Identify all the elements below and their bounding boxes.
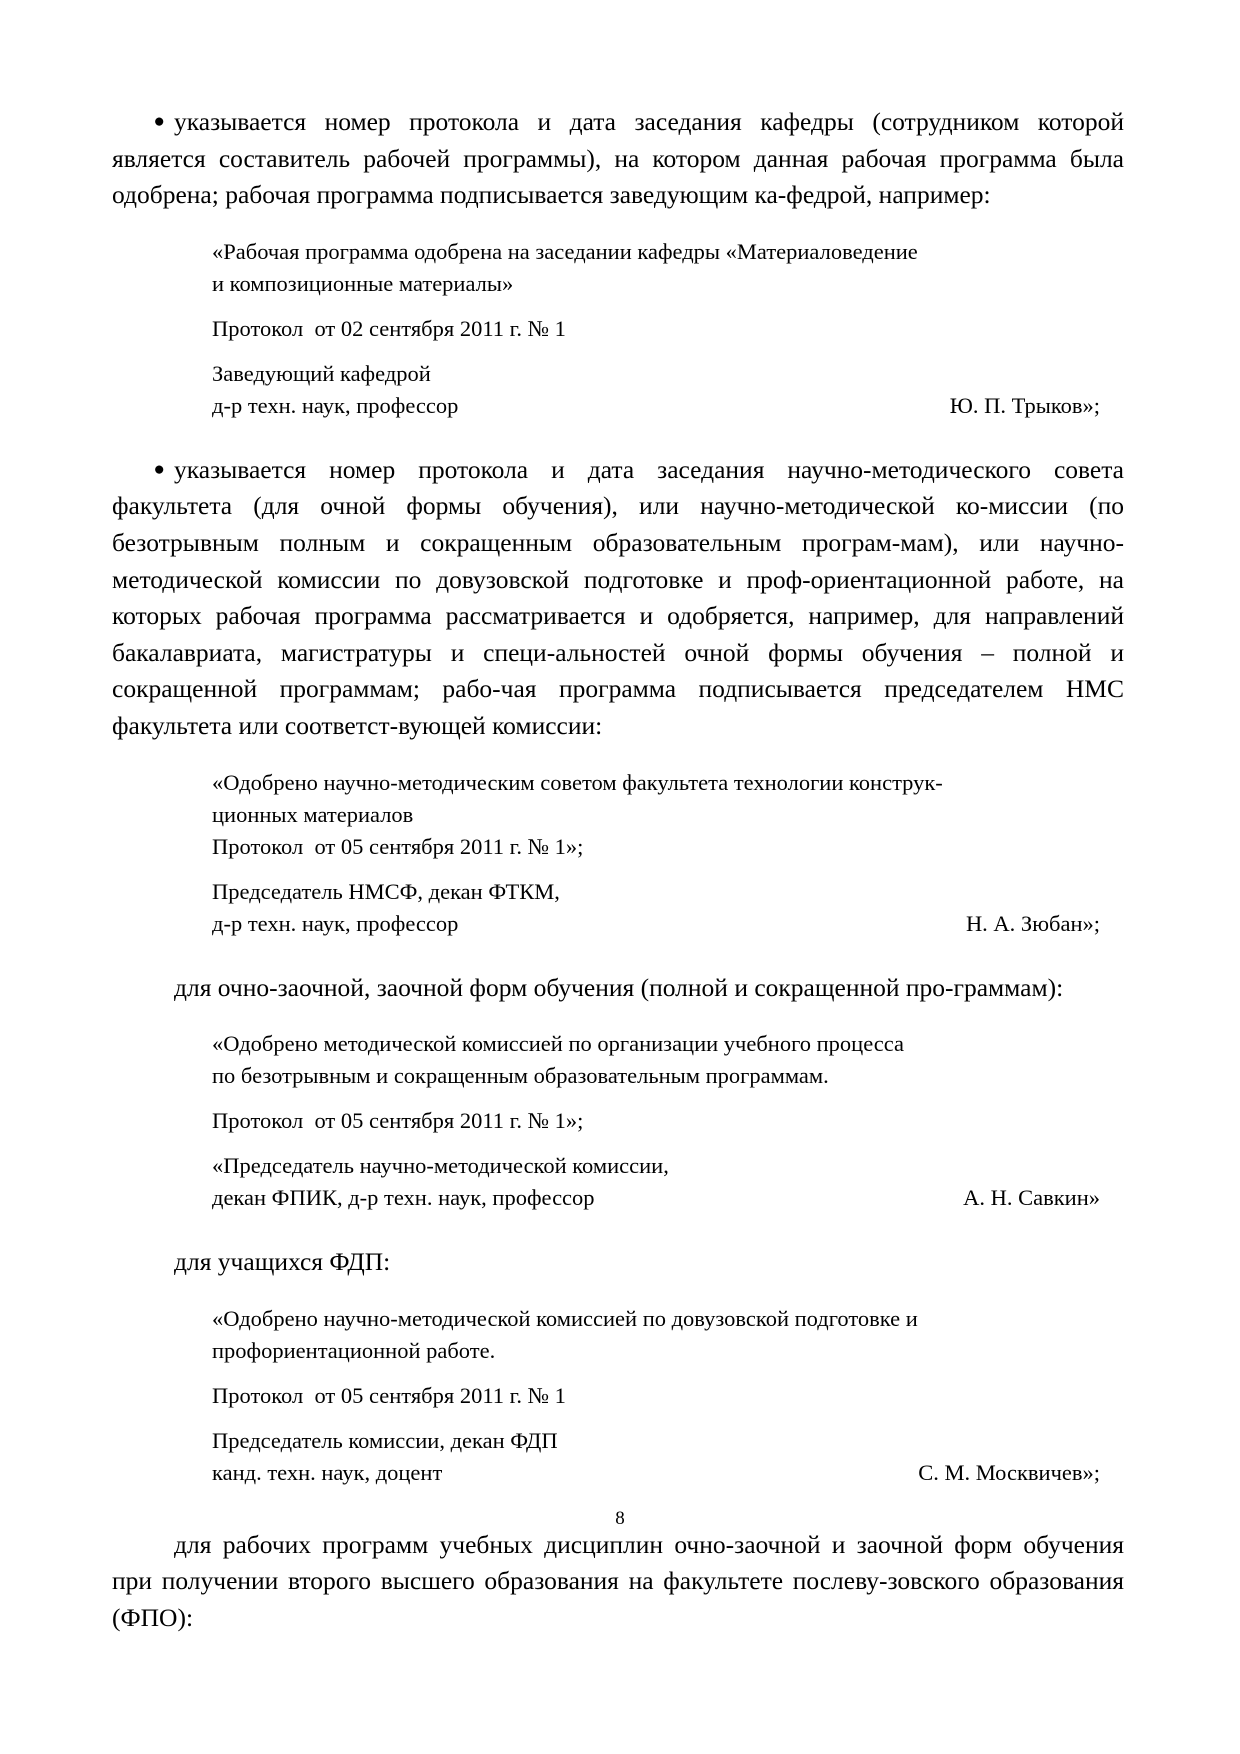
spacer [112, 1281, 1124, 1303]
quote-3-signature-line [212, 1182, 1124, 1214]
quote-1-line-4: Заведующий кафедрой [212, 360, 431, 386]
quote-1-line-1: «Рабочая программа одобрена на заседании кафедры «Материаловедение [212, 238, 918, 264]
quote-block-3 [112, 1028, 1124, 1214]
spacer [112, 940, 1124, 970]
bullet-marker-icon: ● [153, 111, 165, 132]
spacer [212, 1137, 1124, 1150]
quote-3-line-3: Протокол от 05 сентября 2011 г. № 1»; [212, 1108, 584, 1134]
spacer [212, 1412, 1124, 1425]
quote-4-signature-name: С. М. Москвичев»; [918, 1459, 1100, 1485]
spacer [212, 863, 1124, 876]
page-number: 8 [615, 1508, 625, 1529]
paragraph-3: для очно-заочной, заочной форм обучения (полной и сокращенной про-граммам): [174, 972, 1064, 1002]
quote-3-line-4: «Председатель научно-методической комиссии, [212, 1153, 669, 1179]
spacer [212, 300, 1124, 313]
spacer [112, 214, 1124, 236]
quote-4-signature-line [212, 1457, 1124, 1489]
quote-1-line-2: и композиционные материалы» [212, 270, 514, 296]
quote-3-signature-name: А. Н. Савкин» [963, 1185, 1100, 1211]
quote-4-line-4: Председатель комиссии, декан ФДП [212, 1427, 558, 1453]
quote-2-line-3: Протокол от 05 сентября 2011 г. № 1»; [212, 833, 584, 859]
quote-1-line-3: Протокол от 02 сентября 2011 г. № 1 [212, 315, 566, 341]
quote-1-signature-line [212, 390, 1124, 422]
quote-1-signature-name: Ю. П. Трыков»; [949, 392, 1100, 418]
quote-2-signature-name: Н. А. Зюбан»; [965, 910, 1100, 936]
quote-block-2 [112, 767, 1124, 940]
quote-3-signature-title: декан ФПИК, д-р техн. наук, профессор [212, 1185, 595, 1211]
spacer [212, 345, 1124, 358]
quote-block-1 [112, 236, 1124, 422]
spacer [212, 1367, 1124, 1380]
quote-4-line-3: Протокол от 05 сентября 2011 г. № 1 [212, 1382, 566, 1408]
quote-1-signature-title: д-р техн. наук, профессор [212, 392, 459, 418]
paragraph-5: для рабочих программ учебных дисциплин очно-заочной и заочной форм обучения при получении второго высшего образования на факультете послеву-зовского образования (ФПО): [112, 1529, 1124, 1632]
quote-2-signature-line [212, 908, 1124, 940]
quote-2-line-4: Председатель НМСФ, декан ФТКМ, [212, 878, 560, 904]
spacer [212, 1092, 1124, 1105]
paragraph-4: для учащихся ФДП: [174, 1247, 391, 1277]
bullet-paragraph-2 [112, 452, 1124, 745]
document-content [112, 104, 1124, 1637]
quote-4-line-2: профориентационной работе. [212, 1337, 496, 1363]
quote-2-signature-title: д-р техн. наук, профессор [212, 910, 459, 936]
bullet-paragraph-1-text: указывается номер протокола и дата заседания кафедры (сотрудником которой является составитель рабочей программы), на котором данная рабочая программа была одобрена; рабочая программа подписывается заведующим ка-федрой, например: [112, 107, 1124, 210]
quote-block-4 [112, 1303, 1124, 1489]
bullet-paragraph-1 [112, 104, 1124, 214]
bullet-marker-icon: ● [153, 458, 165, 480]
quote-2-line-1: «Одобрено научно-методическим советом факультета технологии конструк- [212, 769, 943, 795]
bullet-paragraph-2-text: указывается номер протокола и дата заседания научно-методического совета факультета (для очной формы обучения), или научно-методической ко-миссии (по безотрывным полным и сокращенным образовательным програм-мам), или научно-методической комиссии по довузовской подготовке и проф-ориентационной работе, на которых рабочая программа рассматривается и одобряется, например, для направлений бакалавриата, магистратуры и специ-альностей очной формы обучения – полной и сокращенной программам; рабо-чая программа подписывается председателем НМС факультета или соответст-вующей комиссии: [112, 454, 1124, 740]
quote-4-line-1: «Одобрено научно-методической комиссией по довузовской подготовке и [212, 1305, 918, 1331]
quote-4-signature-title: канд. техн. наук, доцент [212, 1459, 443, 1485]
quote-3-line-2: по безотрывным и сокращенным образовательным программам. [212, 1063, 829, 1089]
quote-3-line-1: «Одобрено методической комиссией по организации учебного процесса [212, 1031, 904, 1057]
spacer [112, 745, 1124, 767]
spacer [112, 1214, 1124, 1244]
spacer [112, 422, 1124, 452]
quote-2-line-2: ционных материалов [212, 801, 414, 827]
spacer [112, 1006, 1124, 1028]
